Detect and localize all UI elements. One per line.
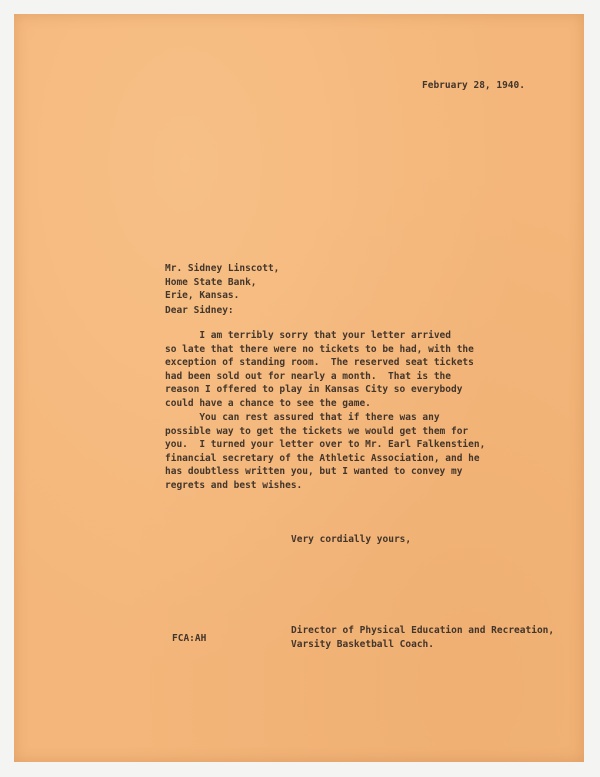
paragraph-line: I am terribly sorry that your letter arrived xyxy=(165,330,451,341)
body-paragraph-2 xyxy=(165,411,485,493)
body-paragraph-1 xyxy=(165,329,474,411)
paragraph-line: you. I turned your letter over to Mr. Earl Falkenstien, xyxy=(165,439,486,451)
signature-block xyxy=(291,624,554,651)
paragraph-line: reason I offered to play in Kansas City so everybody xyxy=(165,384,463,396)
recipient-line: Home State Bank, xyxy=(165,276,257,288)
paragraph-line: had been sold out for nearly a month. That is the xyxy=(165,370,451,382)
paragraph-line: exception of standing room. The reserved seat tickets xyxy=(165,357,474,369)
paragraph-line: has doubtless written you, but I wanted to convey my xyxy=(165,466,463,478)
paragraph-line: financial secretary of the Athletic Association, and he xyxy=(165,452,480,464)
paragraph-line: You can rest assured that if there was any xyxy=(165,412,440,423)
complimentary-close: Very cordially yours, xyxy=(291,534,412,545)
recipient-line: Erie, Kansas. xyxy=(165,290,240,302)
salutation: Dear Sidney: xyxy=(165,305,234,316)
reference-initials: FCA:AH xyxy=(172,633,207,644)
letter-date: February 28, 1940. xyxy=(422,80,525,91)
paragraph-line: possible way to get the tickets we would get them for xyxy=(165,425,469,437)
paragraph-line: regrets and best wishes. xyxy=(165,479,303,491)
paragraph-line: could have a chance to see the game. xyxy=(165,397,371,409)
recipient-address xyxy=(165,262,279,303)
signature-line: Director of Physical Education and Recreation, xyxy=(291,625,555,636)
paragraph-line: so late that there were no tickets to be had, with the xyxy=(165,343,474,355)
signature-line: Varsity Basketball Coach. xyxy=(291,638,434,650)
recipient-line: Mr. Sidney Linscott, xyxy=(165,263,280,274)
